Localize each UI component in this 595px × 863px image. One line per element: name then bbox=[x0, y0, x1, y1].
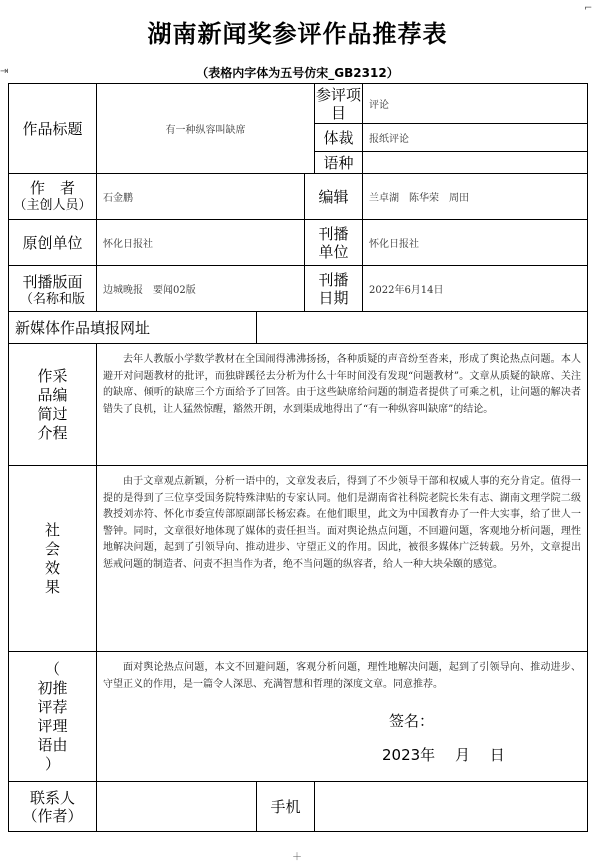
publish-unit-label bbox=[305, 220, 363, 266]
phone-value[interactable] bbox=[315, 782, 588, 832]
editor-label: 编辑 bbox=[305, 174, 363, 220]
review-label-line6: ） bbox=[44, 754, 60, 773]
social-effect-label-line2: 会 bbox=[44, 539, 60, 558]
nomination-form-table bbox=[8, 83, 588, 832]
form-title: 湖南新闻奖参评作品推荐表 bbox=[147, 20, 448, 48]
publish-unit-value: 怀化日报社 bbox=[363, 220, 588, 266]
form-subtitle: （表格内字体为五号仿宋_GB2312） bbox=[196, 66, 399, 80]
social-effect-label-line1: 社 bbox=[44, 520, 60, 539]
signature-label: 签名： bbox=[389, 712, 435, 730]
editor-value: 兰卓湖 陈华荣 周田 bbox=[363, 174, 588, 220]
intro-text: 去年人教版小学数学教材在全国闹得沸沸扬扬，各种质疑的声音纷至沓来，形成了舆论热点问题。本人避开对问题教材的批评，而独辟蹊径去分析为什么十年时间没有发现“问题教材”。文章从质疑的缺席、关注的缺席、倾听的缺席三个方面给予了回答。由于这些缺席给问题的制造者提供了可乘之机，让问题的解决者错失了良机，让人猛然惊醒，豁然开朗，水到渠成地得出了“有一种纵容叫缺席”的结论。 bbox=[97, 344, 588, 466]
review-label-line2: 初推 bbox=[37, 678, 68, 697]
category-value: 评论 bbox=[363, 84, 588, 124]
language-value bbox=[363, 152, 588, 174]
new-media-url-label: 新媒体作品填报网址 bbox=[9, 312, 257, 344]
origin-unit-label: 原创单位 bbox=[9, 220, 97, 266]
publish-page-value: 边城晚报 要闻02版 bbox=[97, 266, 305, 312]
review-text: 面对舆论热点问题，本文不回避问题，客观分析问题，理性地解决问题，起到了引领导向、推动进步、守望正义的作用，是一篇令人深思、充满智慧和哲理的深度文章。同意推荐。 bbox=[103, 662, 581, 690]
publish-date-label-line2: 日期 bbox=[318, 288, 349, 307]
table-anchor-icon: ⇥ bbox=[0, 66, 9, 77]
review-label-line5: 语由 bbox=[37, 735, 68, 754]
social-effect-text: 由于文章观点新颖，分析一语中的，文章发表后，得到了不少领导干部和权威人事的充分肯定。值得一提的是得到了三位享受国务院特殊津贴的专家认同。他们是湖南省社科院老院长朱有志、湖南文理学院二级教授刘赤符、怀化市委宣传部原副部长杨宏森。在他们眼里，此文为中国教育办了一件大实事，给了世人一警钟。同时，文章很好地体现了媒体的责任担当。面对舆论热点问题，不回避问题，客观地分析问题，理性地解决问题，起到了引领导向、推动进步、守望正义的作用。因此，被很多媒体广泛转载。另外，文章提出惩戒问题的制造者、问责不担当作为者，绝不当问题的纵容者，给人一种大块朵颐的感觉。 bbox=[97, 466, 588, 652]
review-label-line4: 评理 bbox=[37, 716, 68, 735]
phone-label: 手机 bbox=[257, 782, 315, 832]
publish-unit-label-line2: 单位 bbox=[318, 242, 349, 261]
contact-value[interactable] bbox=[97, 782, 257, 832]
origin-unit-value: 怀化日报社 bbox=[97, 220, 305, 266]
publish-date-label-line1: 刊播 bbox=[318, 270, 349, 289]
contact-label-line2: （作者） bbox=[22, 806, 83, 825]
category-label: 参评项目 bbox=[315, 85, 361, 122]
intro-label-line2: 品编 bbox=[37, 385, 68, 404]
social-effect-label-line3: 效 bbox=[44, 558, 60, 577]
review-date: 2023年 月 日 bbox=[382, 746, 505, 764]
social-effect-label bbox=[9, 466, 97, 652]
author-value: 石金鹏 bbox=[97, 174, 305, 220]
intro-label-line1: 作采 bbox=[37, 366, 68, 385]
publish-date-value: 2022年6月14日 bbox=[363, 266, 588, 312]
author-label-line2: （主创人员） bbox=[13, 197, 92, 213]
review-label-line3: 评荐 bbox=[37, 697, 68, 716]
publish-page-label bbox=[9, 266, 97, 312]
contact-label bbox=[9, 782, 97, 832]
table-move-handle-icon[interactable]: ＋ bbox=[292, 852, 302, 863]
corner-marker-icon: ⌐ bbox=[584, 3, 593, 14]
work-title-value: 有一种纵容叫缺席 bbox=[97, 84, 315, 174]
intro-label-line3: 简过 bbox=[37, 404, 68, 423]
author-label bbox=[9, 174, 97, 220]
genre-value: 报纸评论 bbox=[363, 124, 588, 152]
social-effect-label-line4: 果 bbox=[44, 577, 60, 596]
intro-label bbox=[9, 344, 97, 466]
contact-label-line1: 联系人 bbox=[29, 788, 75, 807]
publish-date-label bbox=[305, 266, 363, 312]
new-media-url-value[interactable] bbox=[257, 312, 588, 344]
publish-page-label-line1: 刊播版面 bbox=[22, 272, 83, 291]
author-label-line1: 作 者 bbox=[29, 178, 75, 197]
genre-label: 体裁 bbox=[315, 124, 363, 152]
publish-unit-label-line1: 刊播 bbox=[318, 224, 349, 243]
work-title-label: 作品标题 bbox=[9, 84, 97, 174]
language-label: 语种 bbox=[315, 152, 363, 174]
review-cell bbox=[97, 652, 588, 782]
intro-label-line4: 介程 bbox=[37, 423, 68, 442]
review-label bbox=[9, 652, 97, 782]
publish-page-label-line2: （名称和版 bbox=[19, 291, 85, 305]
review-label-line1: （ bbox=[44, 659, 60, 678]
